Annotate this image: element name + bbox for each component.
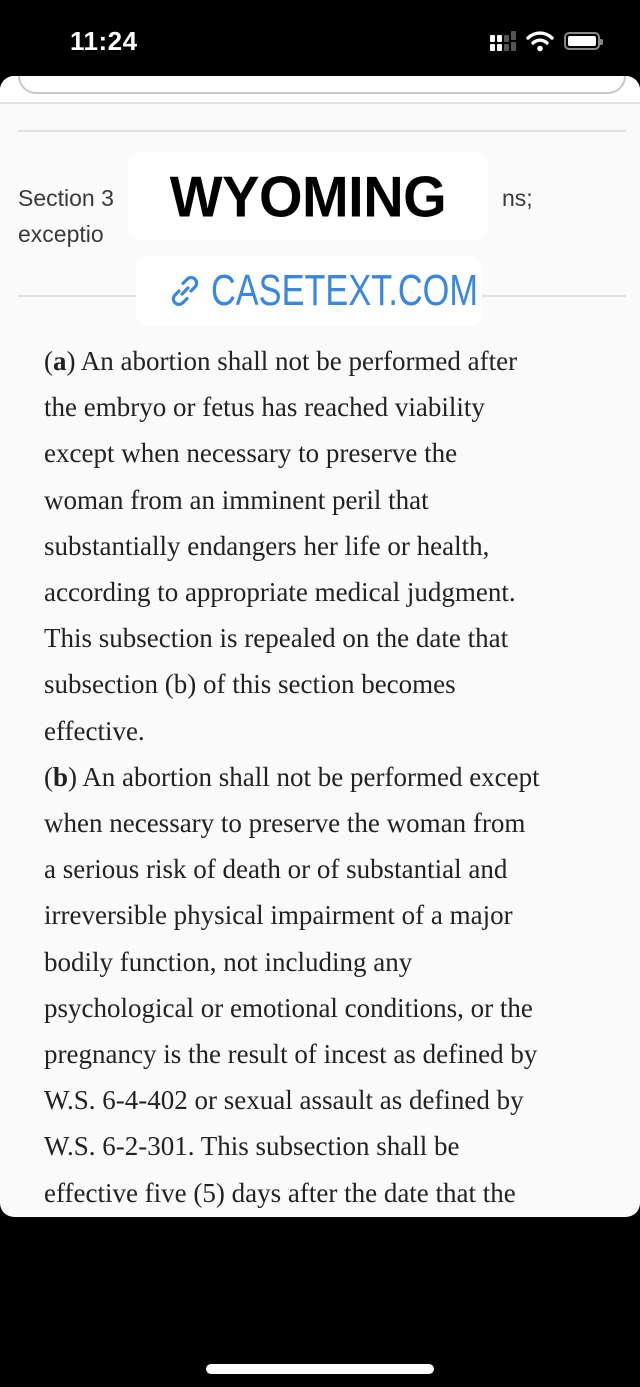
text-line: irreversible physical impairment of a major bbox=[44, 900, 513, 931]
text-line: subsection (b) of this section becomes bbox=[44, 669, 456, 700]
text-line: effective five (5) days after the date that the bbox=[44, 1177, 516, 1208]
battery-icon bbox=[564, 32, 600, 50]
cellular-signal-icon bbox=[490, 31, 516, 51]
subsection-a bbox=[44, 338, 634, 754]
divider bbox=[18, 130, 626, 132]
status-icons bbox=[490, 30, 600, 52]
link-icon bbox=[167, 273, 203, 309]
link-label: CASETEXT.COM bbox=[211, 266, 478, 315]
text-line: woman from an imminent peril that bbox=[44, 484, 429, 515]
text-line: (b) An abortion shall not be performed except bbox=[44, 761, 540, 792]
text-line: pregnancy is the result of incest as defined by bbox=[44, 1039, 538, 1070]
status-bar bbox=[0, 0, 640, 78]
statute-body bbox=[44, 338, 634, 1216]
text-line: effective. bbox=[44, 715, 145, 746]
text-line: substantially endangers her life or health, bbox=[44, 530, 490, 561]
text-line: a serious risk of death or of substantial and bbox=[44, 854, 508, 885]
wifi-icon bbox=[526, 30, 554, 52]
text-line: except when necessary to preserve the bbox=[44, 438, 458, 469]
text-line: (a) An abortion shall not be performed after bbox=[44, 346, 518, 376]
document-sheet[interactable] bbox=[0, 76, 640, 1217]
home-indicator[interactable] bbox=[206, 1364, 434, 1374]
text-line: W.S. 6-2-301. This subsection shall be bbox=[44, 1131, 460, 1162]
subsection-label: b bbox=[53, 761, 69, 792]
sticker-title-text: WYOMING bbox=[169, 163, 447, 229]
sheet-top-bar bbox=[0, 76, 640, 104]
heading-line2: exceptio bbox=[18, 221, 104, 247]
heading-start: Section 3 bbox=[18, 185, 114, 211]
text-line: This subsection is repealed on the date that bbox=[44, 623, 509, 654]
text-line: the embryo or fetus has reached viability bbox=[44, 392, 485, 423]
text-line: psychological or emotional conditions, or the bbox=[44, 992, 533, 1023]
link-sticker[interactable] bbox=[136, 256, 482, 326]
text-line: according to appropriate medical judgment. bbox=[44, 577, 516, 608]
status-time: 11:24 bbox=[70, 26, 138, 56]
title-sticker bbox=[128, 152, 488, 240]
text-line: bodily function, not including any bbox=[44, 946, 413, 977]
text-line: when necessary to preserve the woman from bbox=[44, 808, 526, 839]
heading-end: ns; bbox=[502, 185, 533, 211]
subsection-label: a bbox=[53, 346, 67, 376]
text-line: W.S. 6-4-402 or sexual assault as defined by bbox=[44, 1085, 524, 1116]
subsection-b bbox=[44, 754, 634, 1216]
